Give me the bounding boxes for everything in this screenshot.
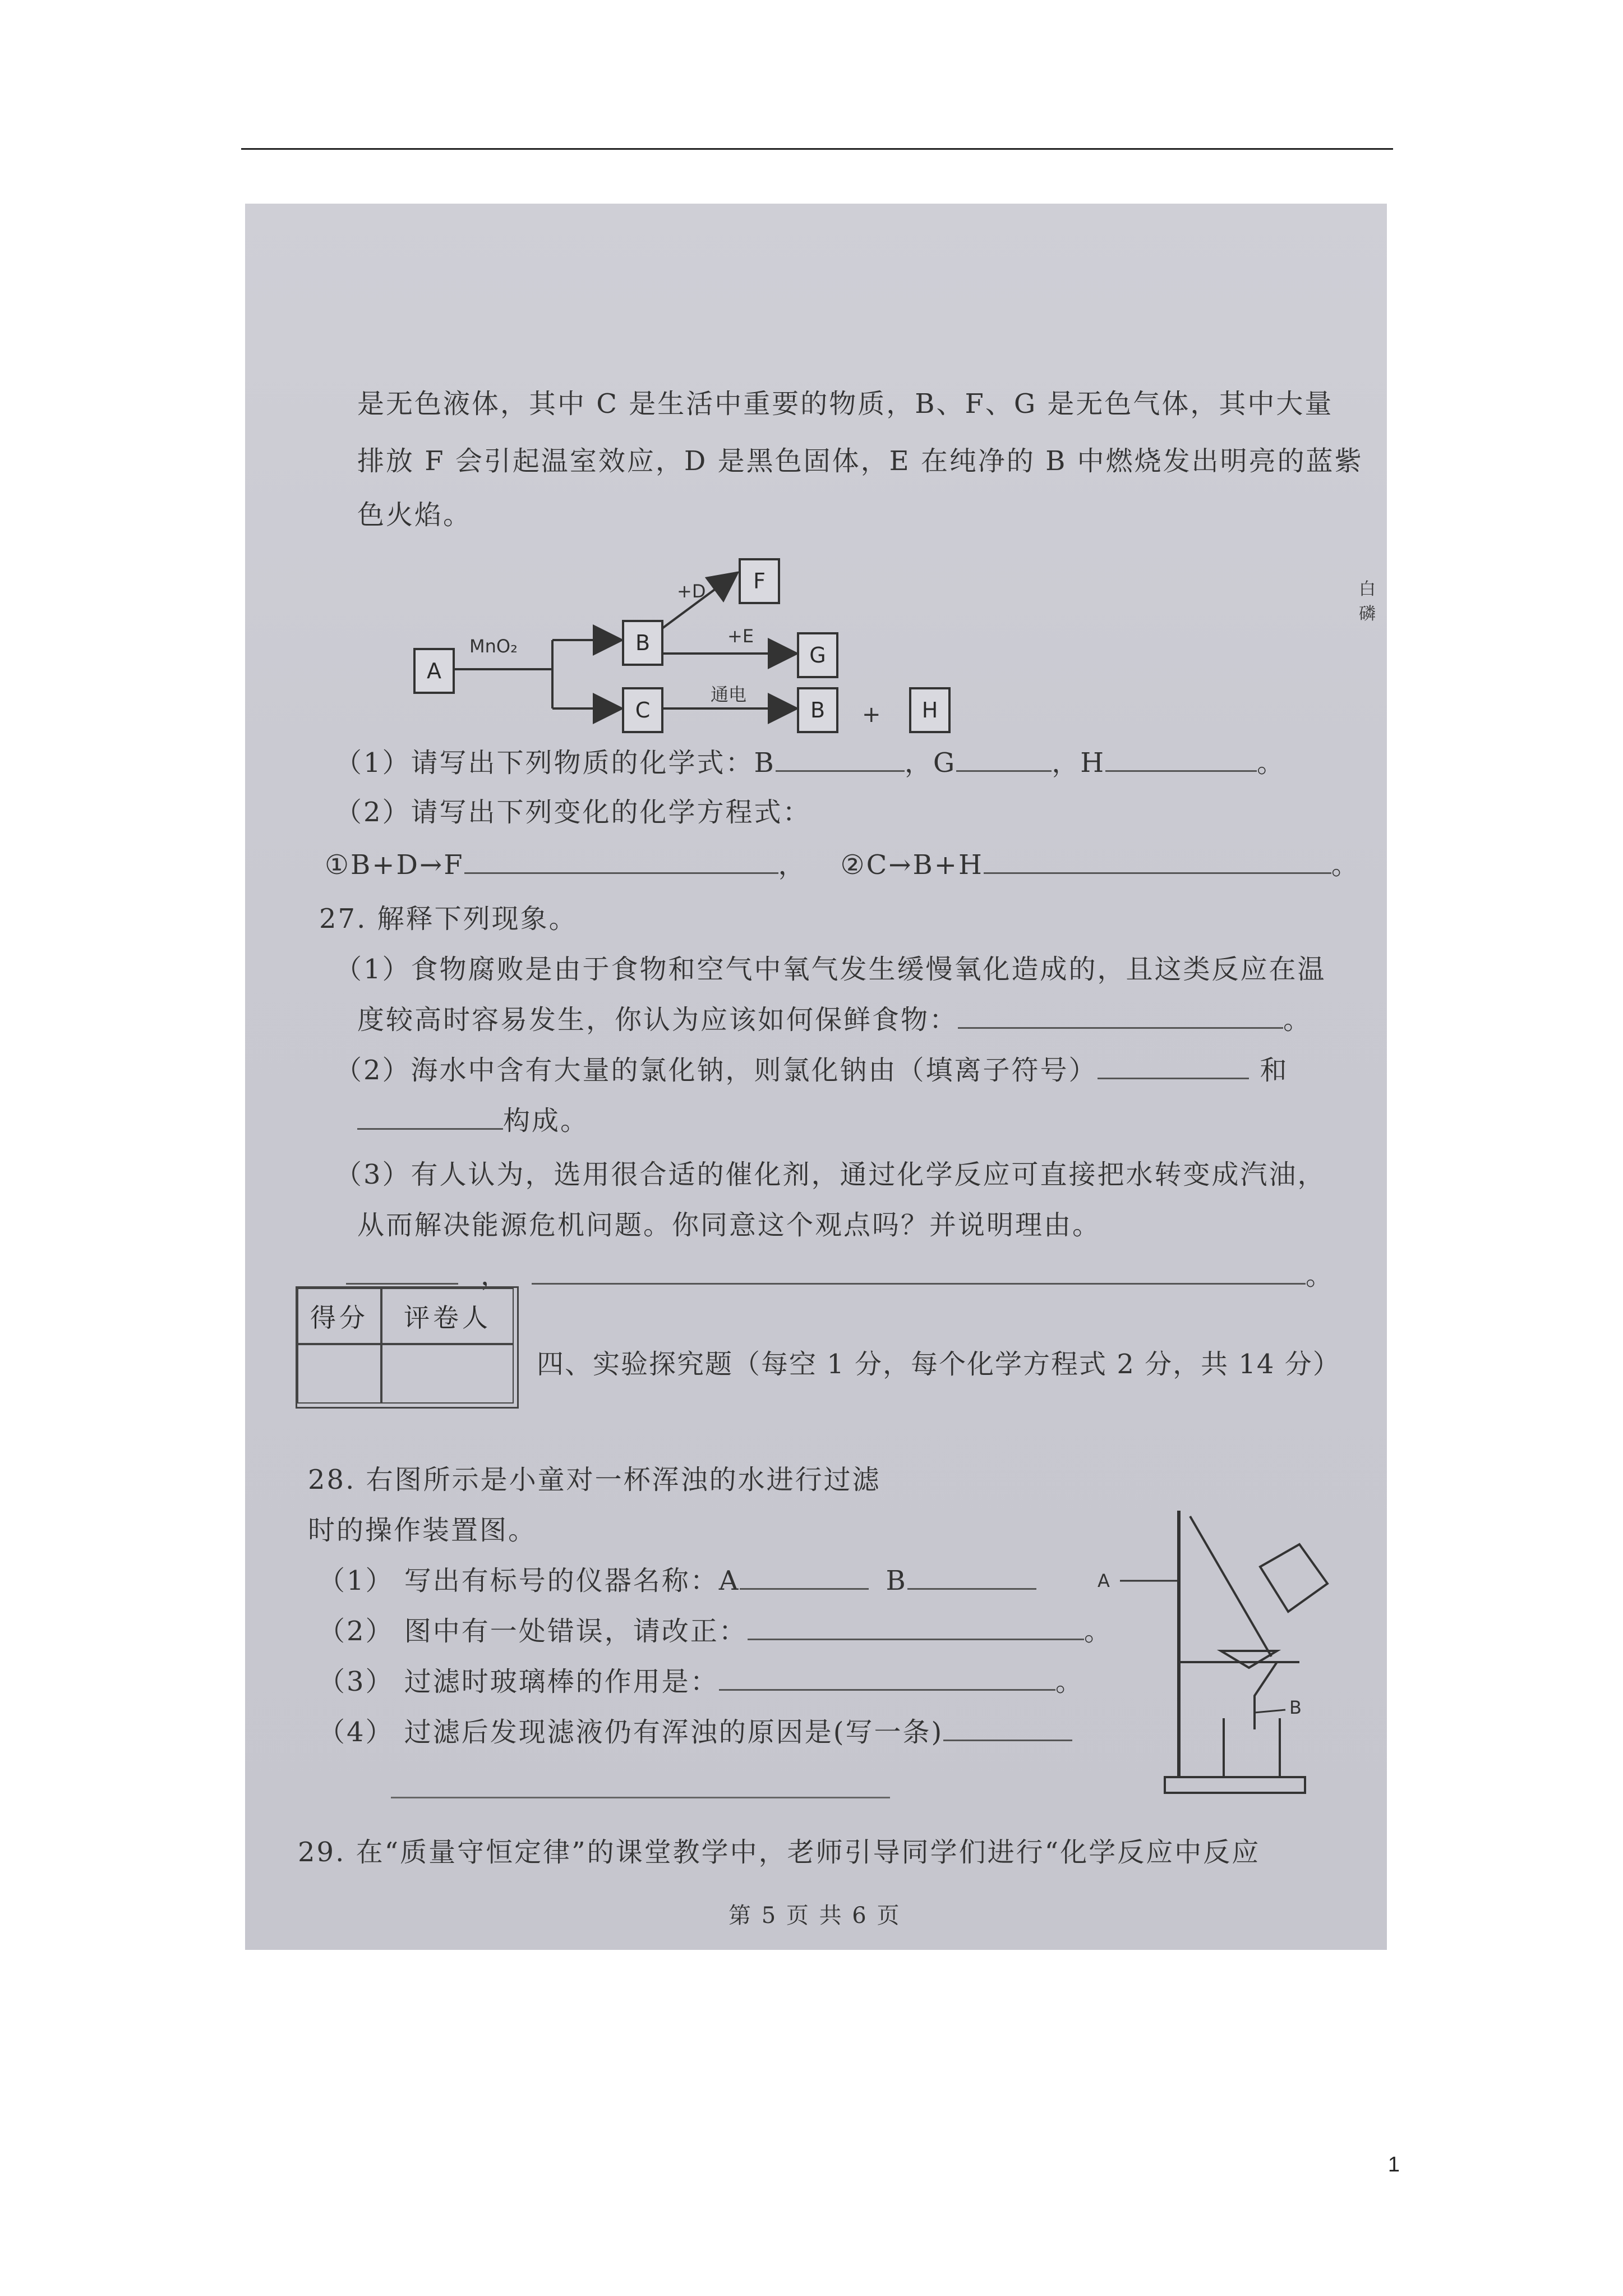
q28-line2: 时的操作装置图。 [308,1515,537,1546]
q28-part4: （4） 过滤后发现滤液仍有浑浊的原因是(写一条) [318,1710,1072,1749]
node-c: C [622,687,663,733]
node-a: A [413,648,455,694]
funnel [1221,1662,1277,1729]
node-b: B [622,620,663,666]
scanned-exam-page [245,204,1387,1950]
q27-part3-line1: （3）有人认为，选用很合适的催化剂，通过化学反应可直接把水转变成汽油， [335,1159,1326,1190]
score-header-1: 得分 [297,1288,381,1344]
q26-equations: ①B+D→F ， ②C→B+H 。 [325,849,1360,881]
q27-part3-answer: ， 。 [346,1254,1334,1292]
stand-base [1165,1777,1305,1793]
q26-part2: （2）请写出下列变化的化学方程式： [335,797,811,828]
page-number: 1 [1387,2153,1400,2177]
q28-part2: （2） 图中有一处错误，请改正： 。 [318,1616,1113,1647]
node-h: H [909,687,951,733]
q27-part2-line2: 构成。 [357,1099,589,1138]
q28-line1: 28. 右图所示是小童对一杯浑浊的水进行过滤 [308,1464,881,1496]
q28-part1: （1） 写出有标号的仪器名称：A B [318,1559,1036,1598]
q28-part3: （3） 过滤时玻璃棒的作用是： 。 [318,1666,1084,1697]
figure-label-a: A [1098,1570,1110,1591]
score-table [296,1286,519,1409]
node-g: G [797,632,838,678]
label-plus-d: +D [677,581,706,602]
edge-note: 白磷 [1359,579,1376,624]
q27-title: 27. 解释下列现象。 [319,903,578,935]
label-b-pointer [1255,1710,1285,1713]
plus-sign: + [862,702,881,728]
node-b-2: B [797,687,838,733]
glass-rod [1190,1516,1271,1657]
pouring-beaker [1260,1544,1327,1612]
score-cell-2 [381,1344,514,1404]
q27-part3-line2: 从而解决能源危机问题。你同意这个观点吗？并说明理由。 [357,1209,1101,1241]
section4-title: 四、实验探究题（每空 1 分，每个化学方程式 2 分，共 14 分） [537,1349,1341,1380]
score-cell-1 [297,1344,381,1404]
collection-beaker [1224,1718,1280,1777]
intro-line-1: 是无色液体，其中 C 是生活中重要的物质，B、F、G 是无色气体，其中大量 [357,388,1334,420]
q28-part4-answer-line [391,1797,890,1798]
node-f: F [739,558,780,604]
figure-label-b: B [1289,1697,1302,1718]
intro-line-2: 排放 F 会引起温室效应，D 是黑色固体，E 在纯净的 B 中燃烧发出明亮的蓝紫 [357,445,1363,477]
header-rule [241,148,1393,150]
label-electrolysis: 通电 [711,684,747,705]
filtration-apparatus-figure [1086,1494,1367,1808]
q27-part1-line2: 度较高时容易发生，你认为应该如何保鲜食物： 。 [357,1004,1312,1036]
q26-part1: （1）请写出下列物质的化学式：B ，G ，H 。 [335,747,1286,779]
label-mno2: MnO₂ [469,636,518,657]
page-footer: 第 5 页 共 6 页 [728,1903,901,1929]
label-plus-e: +E [727,625,754,647]
q29-line1: 29. 在“质量守恒定律”的课堂教学中，老师引导同学们进行“化学反应中反应 [298,1837,1261,1868]
score-header-2: 评卷人 [381,1288,514,1344]
q27-part2-line1: （2）海水中含有大量的氯化钠，则氯化钠由（填离子符号） 和 [335,1055,1289,1086]
intro-line-3: 色火焰。 [357,499,472,531]
q27-part1-line1: （1）食物腐败是由于食物和空气中氧气发生缓慢氧化造成的，且这类反应在温 [335,954,1326,985]
